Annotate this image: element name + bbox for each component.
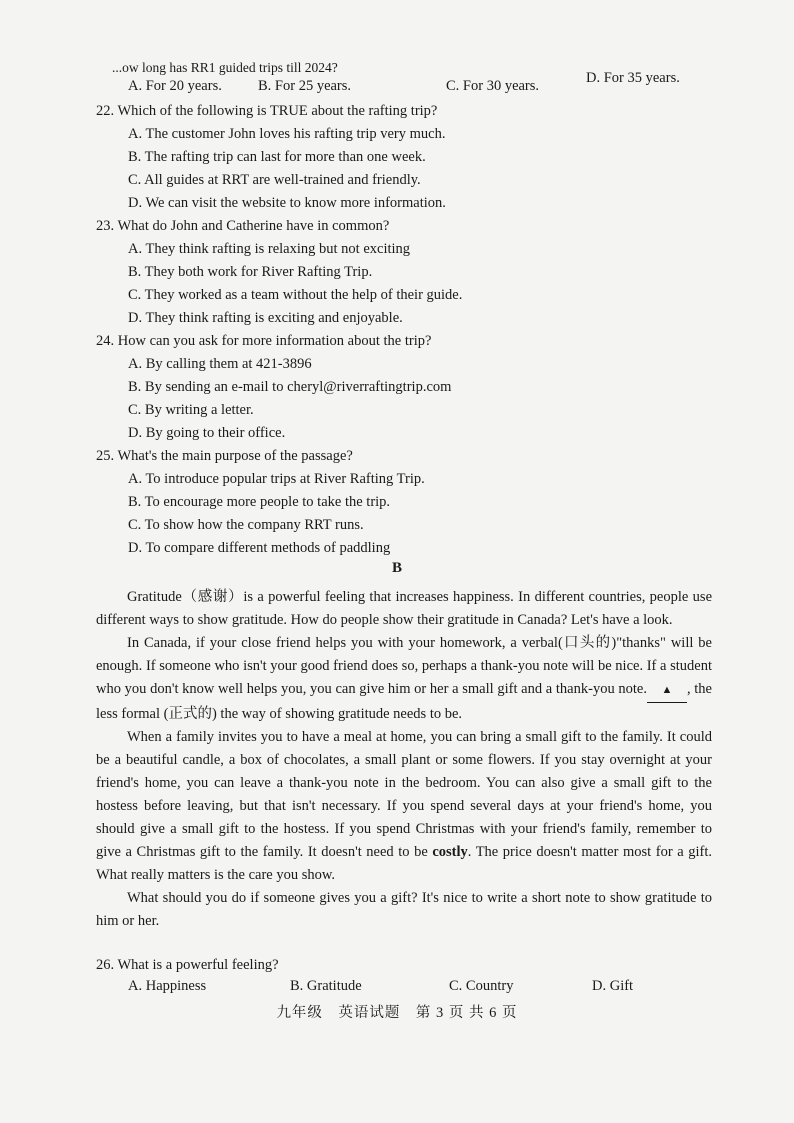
paragraph-2-text: In Canada, if your close friend helps you with your homework, a verbal(口头的)"thanks" will be enough. If someone who isn't your good friend does so, perhaps a thank-you note will be nice. If a student who you don't know well helps you, you can give him or her a small gift and a thank-you note. bbox=[96, 635, 712, 697]
bold-word: costly bbox=[432, 844, 468, 860]
page-footer: 九年级 英语试题 第 3 页 共 6 页 bbox=[276, 1005, 518, 1021]
option-a: A. For 20 years. bbox=[128, 78, 222, 94]
option-d: D. Gift bbox=[592, 978, 634, 994]
paragraph-2 bbox=[96, 632, 712, 726]
question-25-stem: 25. What's the main purpose of the passage? bbox=[96, 448, 353, 464]
question-22-stem: 22. Which of the following is TRUE about the rafting trip? bbox=[96, 103, 438, 119]
question-22-option-d: D. We can visit the website to know more information. bbox=[128, 195, 446, 211]
paragraph-2-text-end: , the less formal (正式的) the way of showing gratitude needs to be. bbox=[96, 681, 712, 722]
question-22-option-c: C. All guides at RRT are well-trained and friendly. bbox=[128, 172, 421, 188]
option-d: D. For 35 years. bbox=[586, 70, 680, 86]
option-b: B. Gratitude bbox=[290, 978, 362, 994]
paragraph-1: Gratitude（感谢）is a powerful feeling that increases happiness. In different countries, people use different ways to show gratitude. How do people show their gratitude in Canada? Let's have a look. bbox=[96, 589, 712, 628]
question-21-fragment: ...ow long has RR1 guided trips till 2024? bbox=[112, 60, 338, 75]
paragraph-4: What should you do if someone gives you a gift? It's nice to write a short note to show gratitude to him or her. bbox=[96, 890, 712, 929]
answer-blank[interactable] bbox=[647, 678, 687, 703]
question-22-option-a: A. The customer John loves his rafting trip very much. bbox=[128, 126, 446, 142]
question-23-option-a: A. They think rafting is relaxing but not exciting bbox=[128, 241, 411, 257]
option-c: C. Country bbox=[449, 978, 514, 994]
question-26-stem: 26. What is a powerful feeling? bbox=[96, 957, 279, 973]
question-23-stem: 23. What do John and Catherine have in common? bbox=[96, 218, 390, 234]
question-24-option-a: A. By calling them at 421-3896 bbox=[128, 356, 312, 372]
question-23-option-c: C. They worked as a team without the help of their guide. bbox=[128, 287, 463, 303]
option-b: B. For 25 years. bbox=[258, 78, 352, 94]
question-23-option-b: B. They both work for River Rafting Trip. bbox=[128, 264, 373, 280]
question-24-stem: 24. How can you ask for more information about the trip? bbox=[96, 333, 432, 349]
question-25-option-b: B. To encourage more people to take the trip. bbox=[128, 494, 391, 510]
paragraph-3 bbox=[96, 726, 712, 887]
question-22-option-b: B. The rafting trip can last for more than one week. bbox=[128, 149, 426, 165]
question-24-option-b: B. By sending an e-mail to cheryl@riverraftingtrip.com bbox=[128, 379, 452, 395]
question-24-option-c: C. By writing a letter. bbox=[128, 402, 254, 418]
paragraph-3-text-end: . The price doesn't matter most for a gift. What really matters is the care you show. bbox=[96, 844, 712, 883]
section-b-heading: B bbox=[391, 560, 402, 576]
option-a: A. Happiness bbox=[128, 978, 207, 994]
paragraph-3-text: When a family invites you to have a meal at home, you can bring a small gift to the family. It could be a beautiful candle, a box of chocolates, a small plant or some flowers. If you stay overnight at your friend's home, you can leave a thank-you note in the bedroom. You can also give a small gift to the hostess before leaving, but that isn't necessary. If you spend several days at your friend's home, you should give a small gift to the hostess. If you spend Christmas with your friend's family, remember to give a Christmas gift to the family. It doesn't need to be bbox=[96, 729, 712, 860]
question-25-option-d: D. To compare different methods of paddling bbox=[128, 540, 391, 556]
question-25-option-c: C. To show how the company RRT runs. bbox=[128, 517, 364, 533]
option-c: C. For 30 years. bbox=[446, 78, 540, 94]
question-23-option-d: D. They think rafting is exciting and enjoyable. bbox=[128, 310, 403, 326]
triangle-marker: ▲ bbox=[661, 684, 673, 696]
question-25-option-a: A. To introduce popular trips at River Rafting Trip. bbox=[128, 471, 425, 487]
question-24-option-d: D. By going to their office. bbox=[128, 425, 286, 441]
passage-b bbox=[96, 586, 712, 933]
